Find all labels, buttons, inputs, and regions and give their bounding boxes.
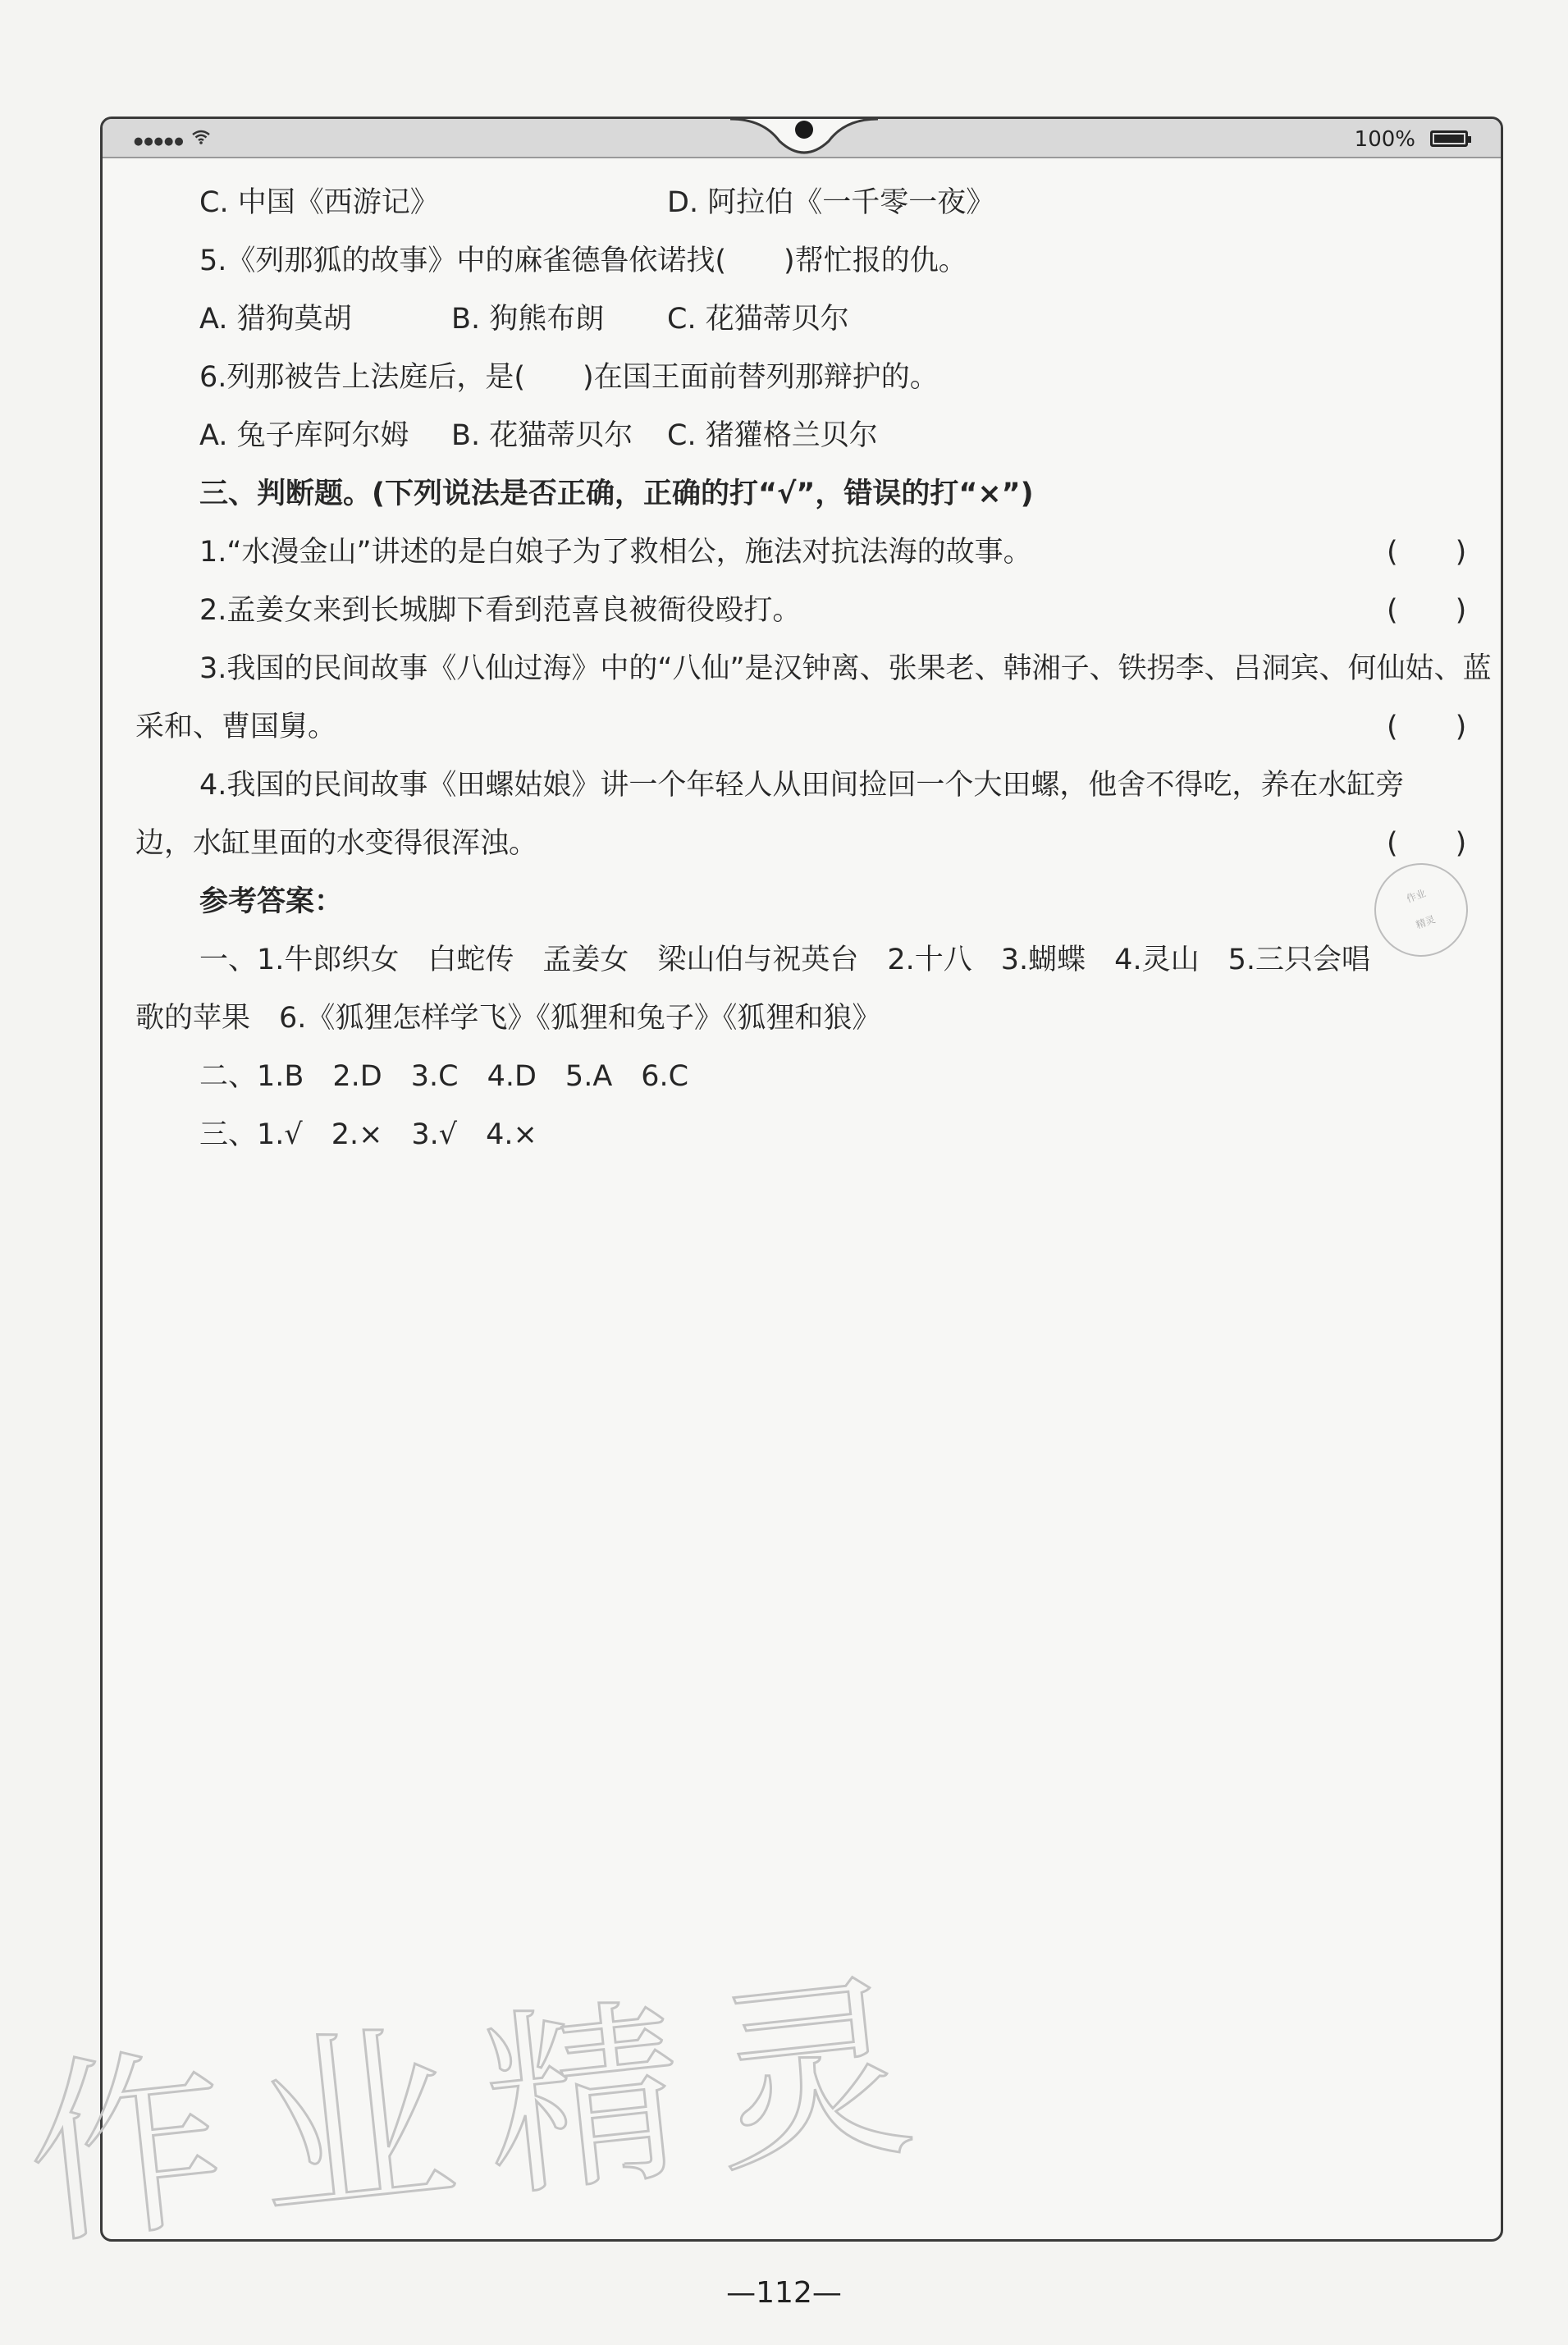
answers-1-line2: 歌的苹果 6.《狐狸怎样学飞》《狐狸和兔子》《狐狸和狼》 (135, 1002, 881, 1035)
q5-option-b: B. 狗熊布朗 (451, 303, 605, 336)
signal-icon: ●●●●● (134, 135, 185, 148)
q4-option-d: D. 阿拉伯《一千零一夜》 (667, 186, 995, 219)
q6-stem: 6.列那被告上法庭后，是( )在国王面前替列那辩护的。 (199, 361, 939, 394)
answers-1-line1: 一、1.牛郎织女 白蛇传 孟姜女 梁山伯与祝英台 2.十八 3.蝴蝶 4.灵山 5.三只会唱 (199, 944, 1370, 976)
camera-notch (730, 100, 878, 166)
judge-1-bracket: ( ) (1387, 536, 1467, 569)
judge-2: 2.孟姜女来到长城脚下看到范喜良被衙役殴打。 (199, 594, 802, 627)
judge-3-bracket: ( ) (1387, 711, 1467, 743)
stamp-logo: 作业 精灵 (1361, 850, 1481, 970)
page-number: —112— (726, 2276, 842, 2310)
judge-4-line2: 边，水缸里面的水变得很浑浊。 (135, 827, 538, 860)
answers-3: 三、1.√ 2.× 3.√ 4.× (199, 1118, 537, 1151)
judge-1: 1.“水漫金山”讲述的是白娘子为了救相公，施法对抗法海的故事。 (199, 536, 1032, 569)
judge-3-line1: 3.我国的民间故事《八仙过海》中的“八仙”是汉钟离、张果老、韩湘子、铁拐李、吕洞宾、何仙姑、蓝 (199, 652, 1492, 685)
q4-option-c: C. 中国《西游记》 (199, 186, 439, 219)
q6-option-c: C. 猪獾格兰贝尔 (667, 419, 878, 452)
judge-3-line2: 采和、曹国舅。 (135, 711, 337, 743)
q5-option-a: A. 猎狗莫胡 (199, 303, 352, 336)
answers-title: 参考答案： (199, 885, 344, 918)
wifi-icon (191, 129, 211, 150)
judge-4-bracket: ( ) (1387, 827, 1467, 860)
watermark: 作业精灵 (16, 1949, 955, 2274)
battery-percent: 100% (1354, 127, 1415, 152)
judge-4-line1: 4.我国的民间故事《田螺姑娘》讲一个年轻人从田间捡回一个大田螺，他舍不得吃，养在水缸旁 (199, 769, 1405, 802)
judge-2-bracket: ( ) (1387, 594, 1467, 627)
q5-option-c: C. 花猫蒂贝尔 (667, 303, 849, 336)
answers-2: 二、1.B 2.D 3.C 4.D 5.A 6.C (199, 1060, 689, 1093)
q5-stem: 5.《列那狐的故事》中的麻雀德鲁依诺找( )帮忙报的仇。 (199, 245, 967, 277)
section3-title: 三、判断题。(下列说法是否正确，正确的打“√”，错误的打“×”) (199, 478, 1034, 510)
q6-option-b: B. 花猫蒂贝尔 (451, 419, 633, 452)
q6-option-a: A. 兔子库阿尔姆 (199, 419, 409, 452)
battery-icon (1430, 130, 1468, 147)
